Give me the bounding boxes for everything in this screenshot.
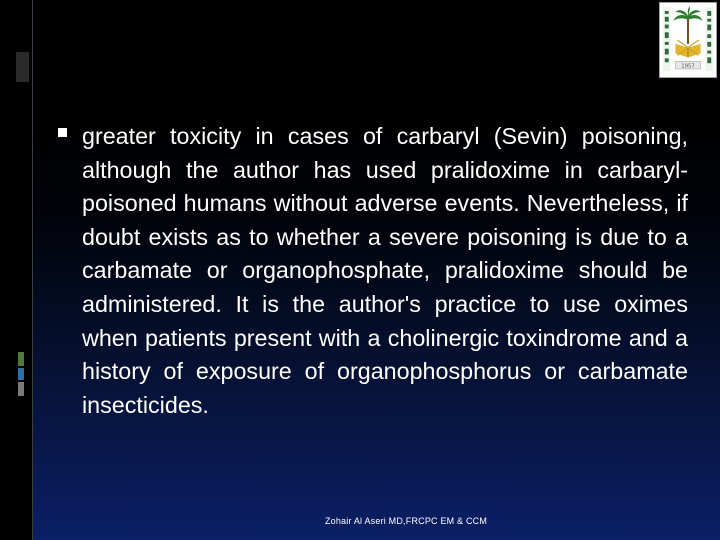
square-bullet-icon (58, 128, 67, 137)
university-seal-graphic (660, 3, 716, 77)
university-seal-icon (659, 2, 717, 78)
decorative-square (16, 52, 29, 82)
vertical-divider (32, 0, 33, 540)
bullet-paragraph: greater toxicity in cases of carbaryl (Sevin) poisoning, although the author has used pralidoxime in carbaryl-poisoned humans without adverse events. Nevertheless, if doubt exists as to whether a severe poisoning is due to a carbamate or organophosphate, pralidoxime should be administered. It is the author's practice to use oximes when patients present with a cholinergic toxindrome and a history of exposure of organophosphorus or carbamate insecticides. (82, 123, 688, 418)
accent-bar-blue (18, 368, 24, 380)
content-area (58, 120, 688, 422)
accent-bar-green (18, 352, 24, 366)
accent-bar-gray (18, 382, 24, 396)
seal-year: 1957 (681, 63, 695, 70)
footer-text: Zohair Al Aseri MD,FRCPC EM & CCM (324, 516, 488, 526)
